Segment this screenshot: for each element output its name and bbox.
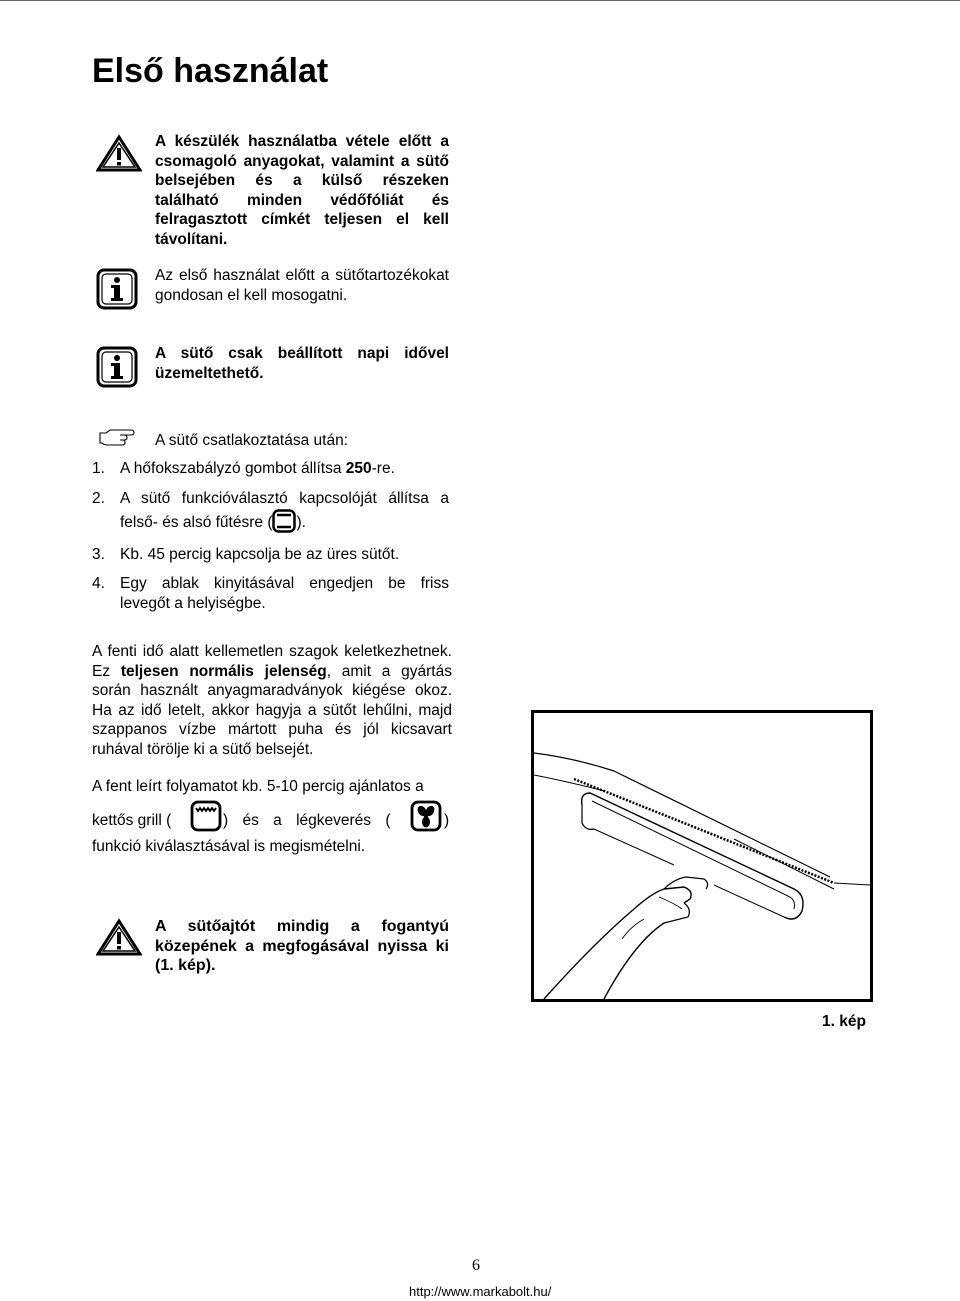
paragraph-functions (92, 800, 452, 840)
paragraph-repeat-end: funkció kiválasztásával is megismételni. (92, 838, 366, 855)
figure-oven-door (531, 710, 873, 1002)
pointing-hand-icon (98, 428, 136, 448)
warning-icon (96, 134, 142, 172)
step-2-suffix: ). (296, 514, 306, 532)
top-rule (0, 0, 960, 1)
info-icon (96, 346, 138, 388)
page-title: Első használat (92, 52, 329, 90)
warning-text-packaging: A készülék használatba vétele előtt a csomagoló anyagokat, valamint a sütő belsejében és a külső részeken található minden védőfóliát és felragasztott címkét teljesen el kell távolítani. (155, 133, 449, 248)
note-intro: A sütő csatlakoztatása után: (155, 432, 349, 449)
double-grill-icon (190, 800, 222, 832)
paragraph-functions-text-c: ) (444, 812, 450, 829)
paragraph-functions-text-a: kettős grill ( (92, 812, 172, 829)
figure-caption: 1. kép (822, 1013, 866, 1030)
step-number: 3. (92, 546, 105, 563)
step-2-text: felső- és alsó fűtésre ( (120, 514, 273, 532)
step-1 (120, 459, 395, 479)
info-icon (96, 268, 138, 310)
info-text-accessories: Az első használat előtt a sütőtartozékokat gondosan el kell mosogatni. (155, 267, 449, 304)
step-1-suffix: -re. (371, 460, 395, 477)
step-1-text: A hőfokszabályzó gombot állítsa (120, 460, 346, 477)
top-bottom-heat-icon (272, 509, 296, 533)
step-2-line1: A sütő funkcióválasztó kapcsolóját állítsa a (120, 490, 449, 507)
step-1-temperature: 250 (345, 460, 372, 477)
step-number: 4. (92, 575, 105, 592)
paragraph-functions-text-b: ) és a légkeverés ( (223, 812, 391, 829)
warning-icon (96, 918, 142, 956)
fan-icon (410, 800, 442, 832)
paragraph-repeat: A fent leírt folyamatot kb. 5-10 percig ajánlatos a (92, 778, 424, 795)
oven-door-illustration (534, 713, 870, 999)
step-4: Egy ablak kinyitásával engedjen be friss levegőt a helyiségbe. (120, 575, 449, 612)
paragraph-odors (92, 642, 452, 759)
page-number: 6 (472, 1257, 480, 1274)
paragraph-odors-text-b: , amit a gyártás során használt anyagmaradványok kiégése okoz. Ha az idő letelt, akkor hagyja a sütőt lehűlni, majd szappanos vízbe mártott puha és jól kicsavart ruhával törölje ki a sütő belsejét. (92, 662, 452, 758)
step-number: 1. (92, 460, 105, 477)
warning-text-door: A sütőajtót mindig a fogantyú közepének a megfogásával nyissa ki (1. kép). (155, 918, 449, 974)
info-text-clock: A sütő csak beállított napi idővel üzemeltethető. (155, 345, 449, 382)
footer-url[interactable]: http://www.markabolt.hu/ (409, 1284, 552, 1299)
step-number: 2. (92, 490, 105, 507)
step-3: Kb. 45 percig kapcsolja be az üres sütőt. (120, 546, 400, 563)
step-2-line2 (120, 513, 306, 533)
paragraph-odors-bold: teljesen normális jelenség (120, 662, 327, 680)
paragraph-odors-text-a: A fenti idő alatt kellemetlen szagok keletkezhetnek. Ez (92, 643, 452, 680)
